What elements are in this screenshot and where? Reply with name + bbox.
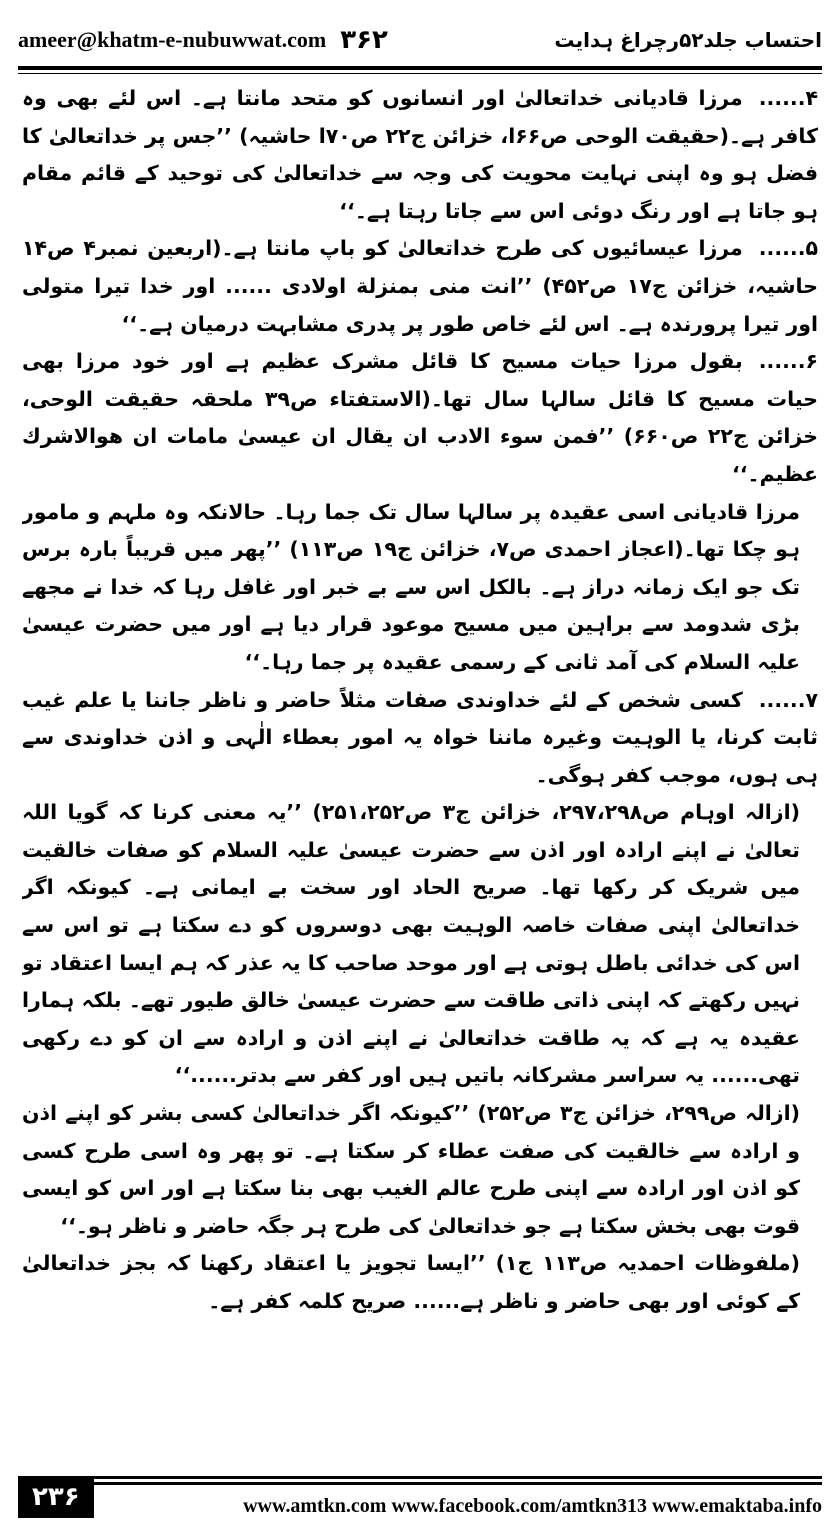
paragraph-4 xyxy=(22,80,818,230)
quote-malfoozat xyxy=(22,1245,818,1320)
paragraph-text: کسی شخص کے لئے خداوندی صفات مثلاً حاضر و ناظر جاننا یا علم غیب ثابت کرنا، یا الوہیت وغیرہ ماننا خواہ یہ امور بعطاء الٰہی و اذن خداوندی سے ہی ہوں، موجب کفر ہوگی۔ xyxy=(22,687,818,787)
paragraph-text: (ازالہ ص۲۹۹، خزائن ج۳ ص۲۵۲) ’’کیونکہ اگر خداتعالیٰ کسی بشر کو اپنے اذن و ارادہ سے خالقیت کی صفت عطاء کر سکتا ہے۔ تو پھر وہ اسی طرح کسی کو اذن اور ارادہ سے اپنی طرح عالم الغیب بھی بنا سکتا ہے اور اس کو ایسی قوت بھی بخش سکتا ہے جو خداتعالیٰ کی طرح ہر جگہ حاضر و ناظر ہو۔‘‘ xyxy=(22,1101,800,1238)
paragraph-text: مرزا عیسائیوں کی طرح خداتعالیٰ کو باپ مانتا ہے۔(اربعین نمبر۴ ص۱۴ حاشیہ، خزائن ج۱۷ ص۴۵۲) ’’انت منی بمنزلة اولادی ...... اور خدا تیرا متولی اور تیرا پرورندہ ہے۔ اس لئے خاص طور پر پدری مشابہت درمیان ہے۔‘‘ xyxy=(22,236,818,336)
paragraph-6 xyxy=(22,343,818,493)
footer-right xyxy=(94,1476,822,1518)
quote-izala-1 xyxy=(22,794,818,1095)
paragraph-6-continued xyxy=(22,494,818,682)
page-footer xyxy=(18,1472,822,1522)
paragraph-text: مرزا قادیانی اسی عقیدہ پر سالہا سال تک جما رہا۔ حالانکہ وہ ملہم و مامور ہو چکا تھا۔(اعجاز احمدی ص۷، خزائن ج۱۹ ص۱۱۳) ’’پھر میں قریباً بارہ برس تک جو ایک زمانہ دراز ہے۔ بالکل اس سے بے خبر اور غافل رہا کہ خدا نے مجھے بڑی شدومد سے براہین میں مسیح موعود قرار دیا ہے اور میں حضرت عیسیٰ علیہ السلام کی آمد ثانی کے رسمی عقیدہ پر جما رہا۔‘‘ xyxy=(22,499,801,674)
page-body xyxy=(22,80,818,1454)
footer-rule xyxy=(94,1476,822,1479)
item-number: ۵...... xyxy=(758,236,818,261)
paragraph-text: بقول مرزا حیات مسیح کا قائل مشرک عظیم ہے اور خود مرزا بھی حیات مسیح کا قائل سالہا سال تھا۔(الاستفتاء ص۳۹ ملحقہ حقیقت الوحی، خزائن ج۲۲ ص۶۶۰) ’’فمن سوء الادب ان یقال ان عیسیٰ مامات ان ھوالاشرك عظیم۔‘‘ xyxy=(22,349,818,486)
footer-rule xyxy=(94,1482,822,1485)
header-rule-thick xyxy=(18,66,822,70)
header-book-title: احتساب جلد۵۲رچراغ ہدایت xyxy=(554,28,822,52)
page-header xyxy=(18,18,822,62)
paragraph-text: (ازالہ اوہام ص۲۹۷،۲۹۸، خزائن ج۳ ص۲۵۱،۲۵۲) ’’یہ معنی کرنا کہ گویا اللہ تعالیٰ نے اپنے ارادہ اور اذن سے حضرت عیسیٰ علیہ السلام کو صفات خالقیت میں شریک کر رکھا تھا۔ صریح الحاد اور سخت بے ایمانی ہے۔ کیونکہ اگر خداتعالیٰ اپنی صفات خاصہ الوہیت بھی دوسروں کو دے سکتا ہے تو اس سے اس کی خدائی باطل ہوتی ہے اور موحد صاحب کا یہ عذر کہ ہم ایسا اعتقاد تو نہیں رکھتے کہ اپنی ذاتی طاقت سے حضرت عیسیٰ خالق طیور تھے۔ بلکہ ہمارا عقیدہ یہ ہے کہ یہ طاقت خداتعالیٰ نے اپنے اذن و ارادہ سے ان کو دے رکھی تھی...... یہ سراسر مشرکانہ باتیں ہیں اور کفر سے بدتر......‘‘ xyxy=(22,800,800,1088)
paragraph-text: مرزا قادیانی خداتعالیٰ اور انسانوں کو متحد مانتا ہے۔ اس لئے بھی وہ کافر ہے۔(حقیقت الوحی ص۶۶ا، خزائن ج۲۲ ص۷۰ا حاشیہ) ’’جس پر خداتعالیٰ کا فضل ہو وہ اپنی نہایت محویت کی وجہ سے خداتعالیٰ کی توحید کے قائم مقام ہو جاتا ہے اور رنگ دوئی اس سے جاتا رہتا ہے۔‘‘ xyxy=(22,86,818,223)
paragraph-5 xyxy=(22,230,818,343)
item-number: ۴...... xyxy=(758,86,818,110)
header-email: ameer@khatm-e-nubuwwat.com xyxy=(18,27,327,52)
item-number: ۶...... xyxy=(758,349,818,374)
paragraph-text: (ملفوظات احمدیہ ص۱۱۳ ج۱) ’’ایسا تجویز یا اعتقاد رکھنا کہ بجز خداتعالیٰ کے کوئی اور بھی حاضر و ناظر ہے...... صریح کلمہ کفر ہے۔ xyxy=(22,1251,800,1313)
header-rule-thin xyxy=(18,73,822,74)
header-left xyxy=(18,25,388,55)
paragraph-7 xyxy=(22,682,818,795)
footer-rules xyxy=(94,1476,822,1488)
header-page-number: ۳۶۲ xyxy=(340,25,388,55)
item-number: ۷...... xyxy=(758,687,818,712)
footer-urls: www.amtkn.com www.facebook.com/amtkn313 www.emaktaba.info xyxy=(243,1495,822,1517)
quote-izala-2 xyxy=(22,1095,818,1245)
footer-page-badge: ۲۳۶ xyxy=(18,1476,94,1518)
